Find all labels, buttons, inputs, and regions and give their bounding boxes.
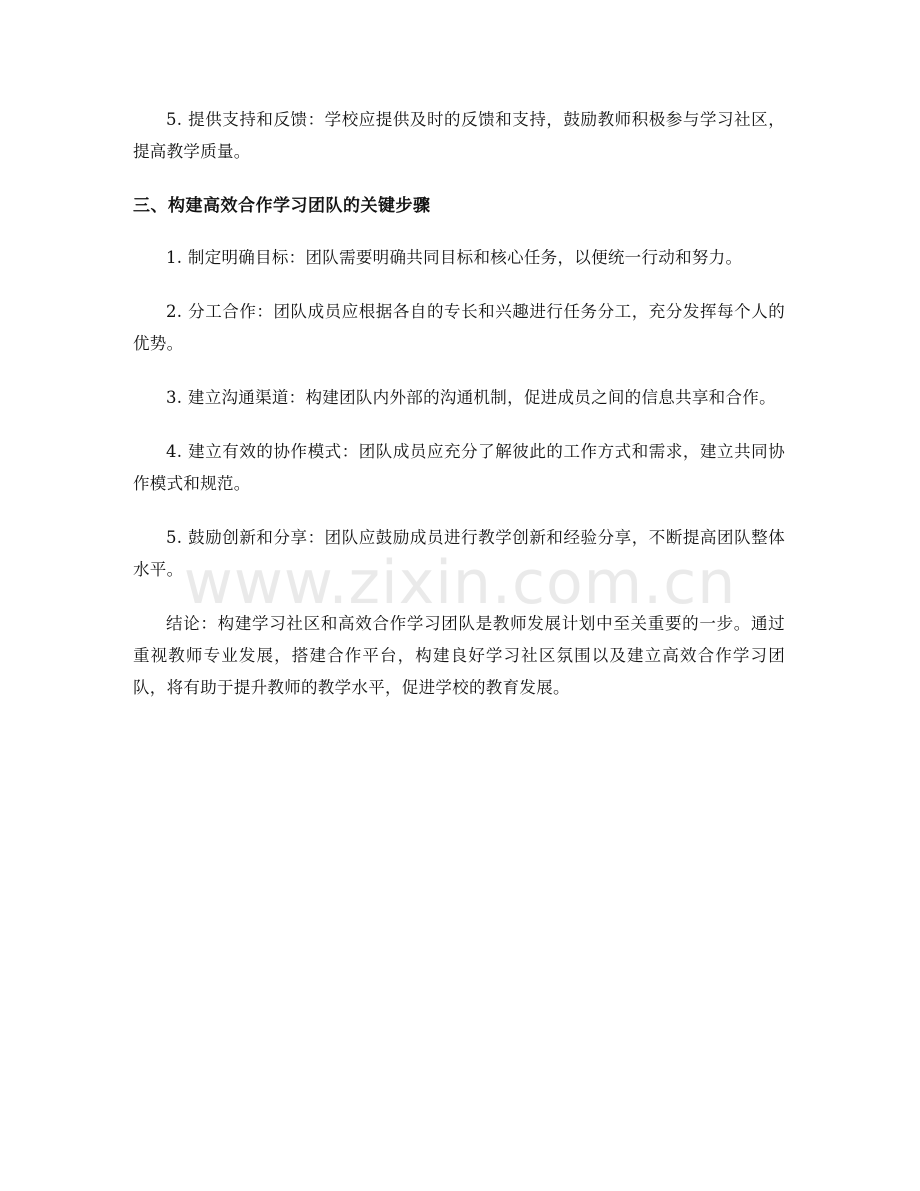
- step-item-1: 1. 制定明确目标：团队需要明确共同目标和核心任务，以便统一行动和努力。: [166, 248, 743, 267]
- step-item-4: 4. 建立有效的协作模式：团队成员应充分了解彼此的工作方式和需求，建立共同协作模式和规范。: [133, 442, 785, 493]
- conclusion-paragraph: 结论：构建学习社区和高效合作学习团队是教师发展计划中至关重要的一步。通过重视教师专业发展，搭建合作平台，构建良好学习社区氛围以及建立高效合作学习团队，将有助于提升教师的教学水平，促进学校的教育发展。: [133, 614, 785, 697]
- step-item-5: 5. 鼓励创新和分享：团队应鼓励成员进行教学创新和经验分享，不断提高团队整体水平。: [133, 528, 785, 579]
- section-heading: 三、构建高效合作学习团队的关键步骤: [133, 196, 431, 216]
- step-item-3: 3. 建立沟通渠道：构建团队内外部的沟通机制，促进成员之间的信息共享和合作。: [166, 388, 776, 407]
- document-body: [133, 104, 785, 726]
- watermark: www.zixin.com.cn: [183, 548, 737, 618]
- paragraph-support-feedback: 5. 提供支持和反馈：学校应提供及时的反馈和支持，鼓励教师积极参与学习社区，提高教学质量。: [133, 110, 785, 161]
- step-item-2: 2. 分工合作：团队成员应根据各自的专长和兴趣进行任务分工，充分发挥每个人的优势。: [133, 302, 785, 353]
